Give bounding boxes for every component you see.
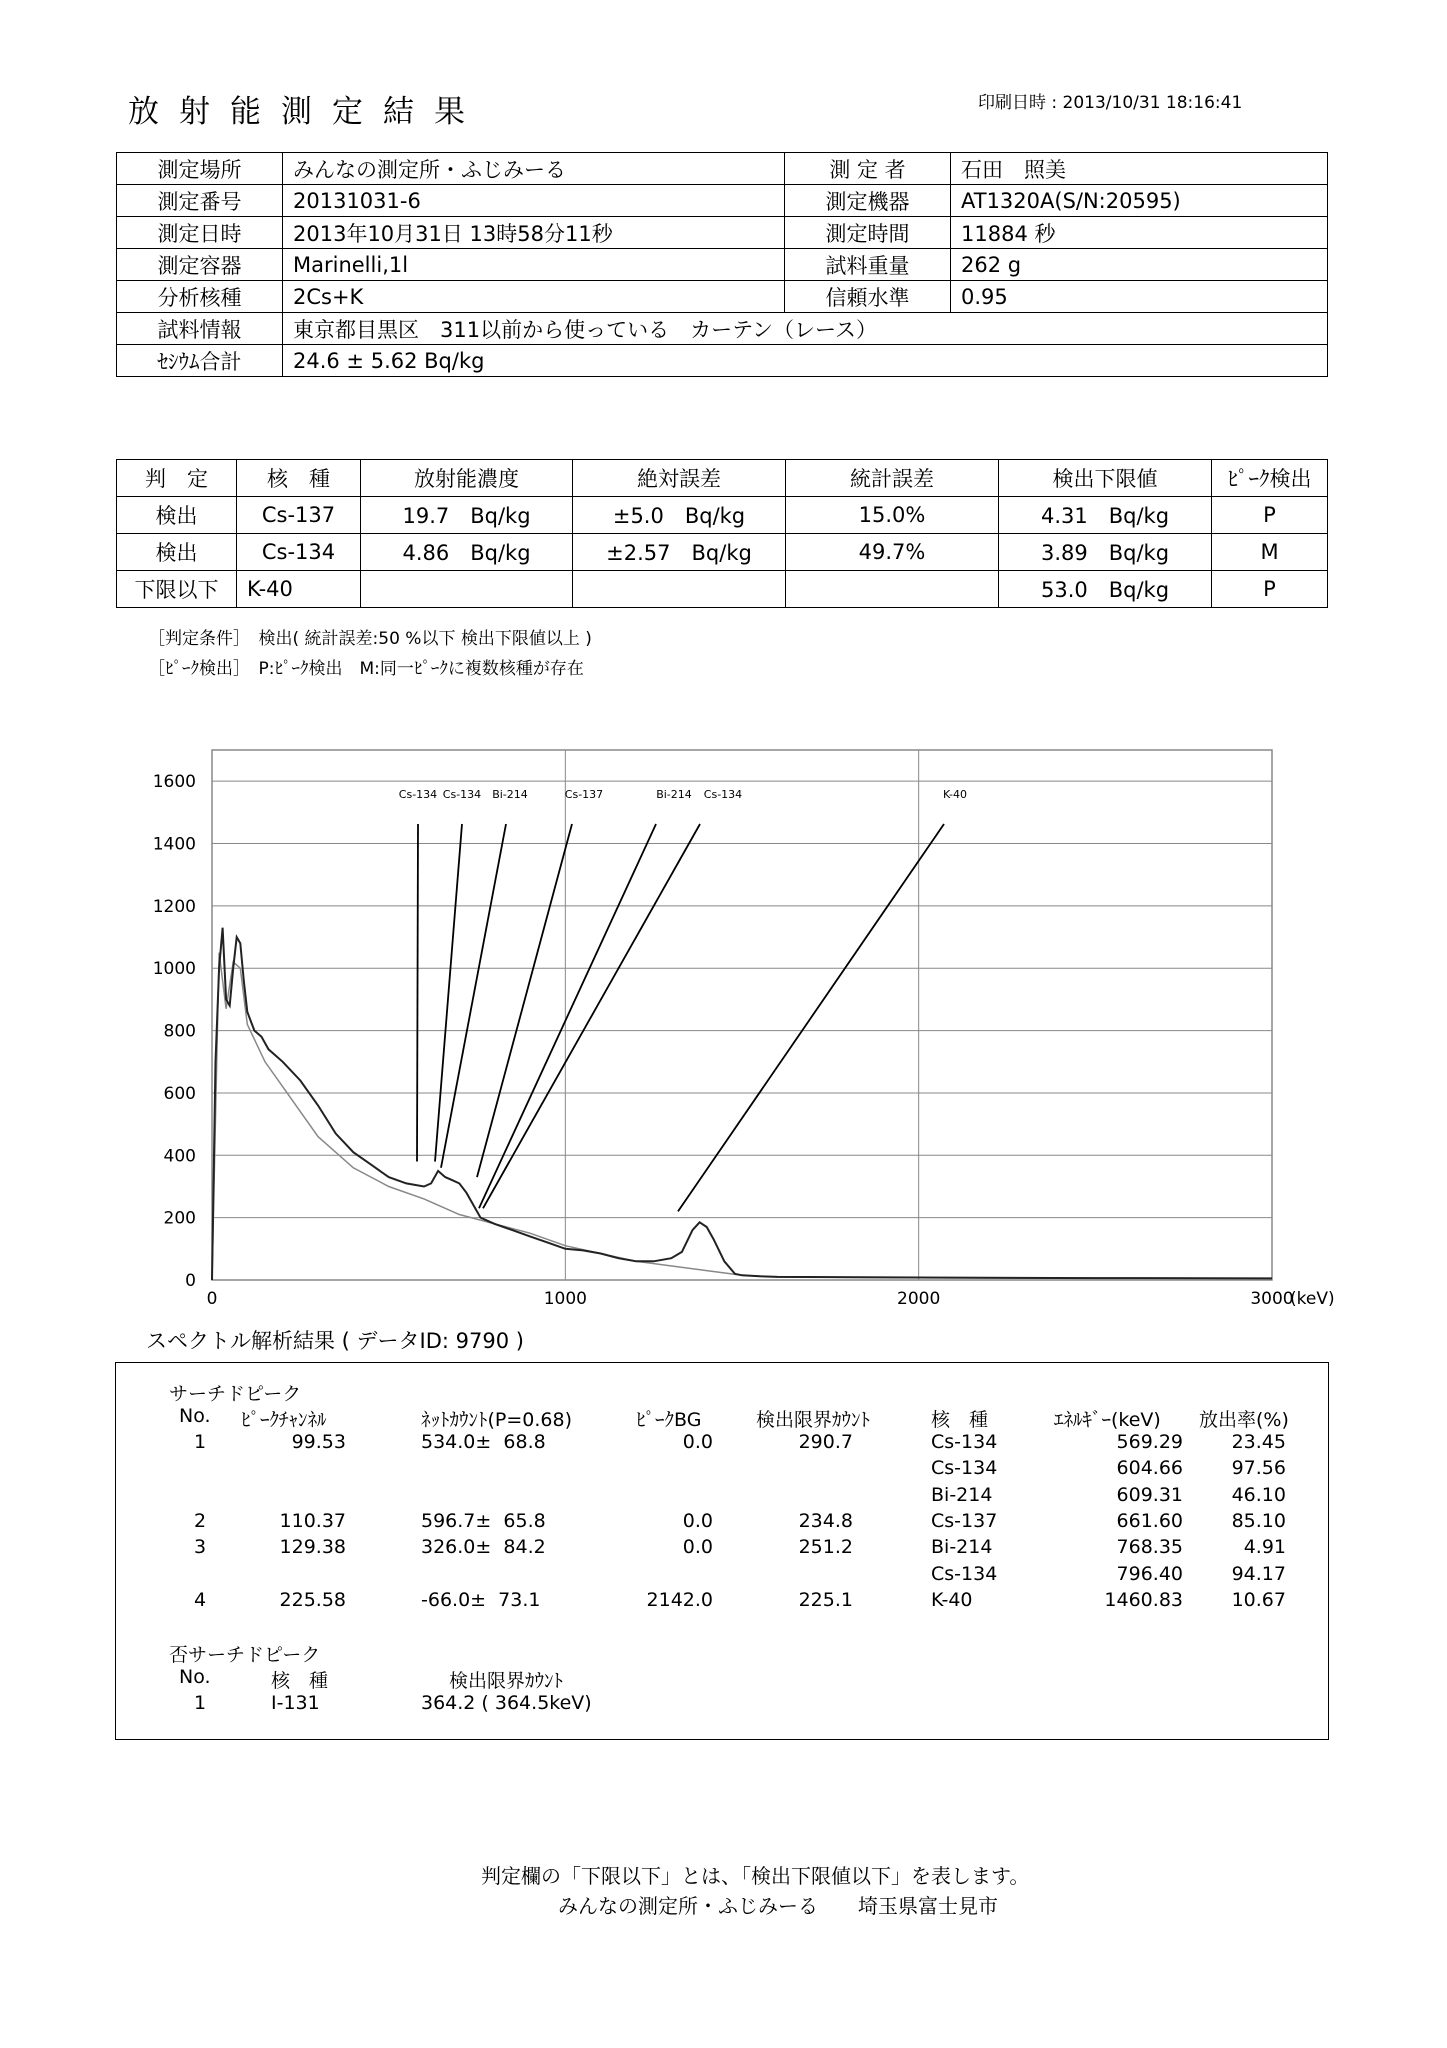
x-tick-label: 0 [206,1289,218,1309]
spectrum-cell-bg: 2142.0 [646,1588,713,1611]
peak-label: Cs-134 [398,788,438,801]
info-label: 測定時間 [785,217,951,249]
print-date: 印刷日時 : 2013/10/31 18:16:41 [978,93,1243,113]
series-line-background [212,953,1272,1280]
nonsearch-cell-no: 1 [194,1692,207,1714]
info-value: 20131031-6 [283,185,785,217]
results-row [117,534,1328,571]
info-label: 試料重量 [785,249,951,281]
y-tick-label: 400 [163,1146,196,1167]
spectrum-cell-net: -66.0± 73.1 [421,1588,541,1611]
spectrum-cell-rate: 94.17 [1231,1562,1286,1585]
peak-detection-note: ［ﾋﾟｰｸ検出］ P:ﾋﾟｰｸ検出 M:同一ﾋﾟｰｸに複数核種が存在 [148,659,584,679]
results-header-cell: 絶対誤差 [573,460,786,497]
peak-marker-line [483,824,700,1208]
info-label: 分析核種 [117,281,283,313]
spectrum-header-cell: No. [179,1405,211,1427]
info-label: 測定日時 [117,217,283,249]
info-table [116,152,1328,377]
results-row [117,571,1328,608]
results-header-cell: 判 定 [117,460,237,497]
spectrum-cell-net: 534.0± 68.8 [421,1431,546,1453]
results-cell-judge: 検出 [117,497,237,534]
info-value: 262 g [951,249,1328,281]
peak-marker-line [417,824,418,1162]
spectrum-cell-rate: 46.10 [1231,1483,1286,1506]
spectrum-cell-rate: 10.67 [1231,1588,1286,1611]
spectrum-title: スペクトル解析結果 ( データID: 9790 ) [146,1329,524,1353]
results-header-cell: 統計誤差 [786,460,999,497]
results-cell-lod: 53.0 Bq/kg [999,571,1212,608]
spectrum-cell-nuclide: Cs-134 [931,1431,998,1453]
info-label: 試料情報 [117,313,283,345]
results-cell-nuclide: K-40 [237,571,361,608]
results-cell-nuclide: Cs-137 [237,497,361,534]
results-cell-abs: ±2.57 Bq/kg [573,534,786,571]
peak-marker-line [435,824,462,1162]
nonsearch-cell-nuclide: I-131 [271,1692,320,1714]
spectrum-cell-net: 596.7± 65.8 [421,1509,546,1532]
nonsearch-header-cell: No. [179,1666,211,1688]
spectrum-cell-energy: 1460.83 [1104,1588,1183,1611]
spectrum-cell-limit: 225.1 [798,1588,853,1611]
spectrum-cell-channel: 110.37 [279,1509,346,1532]
peak-label: Cs-137 [564,788,604,801]
spectrum-cell-no: 1 [194,1431,207,1453]
info-value: 石田 照美 [951,153,1328,185]
spectrum-cell-rate: 4.91 [1243,1536,1286,1559]
spectrum-result-box [115,1362,1329,1740]
spectrum-header-cell: 放出率(%) [1199,1409,1289,1431]
spectrum-cell-bg: 0.0 [682,1509,713,1532]
x-tick-label: 2000 [897,1289,941,1309]
spectrum-cell-limit: 290.7 [798,1431,853,1453]
info-value: 11884 秒 [951,217,1328,249]
spectrum-cell-energy: 796.40 [1116,1562,1183,1585]
info-row [117,217,1328,249]
info-value: 2013年10月31日 13時58分11秒 [283,217,785,249]
info-value: Marinelli,1l [283,249,785,281]
spectrum-header-cell: 検出限界ｶｳﾝﾄ [756,1409,871,1431]
spectrum-cell-energy: 661.60 [1116,1509,1183,1532]
spectrum-cell-nuclide: Cs-137 [931,1509,998,1532]
spectrum-cell-channel: 225.58 [279,1588,346,1611]
results-cell-peak: P [1212,497,1328,534]
info-value: 東京都目黒区 311以前から使っている カーテン（レース） [283,313,1328,345]
page-title: 放射能測定結果 [128,94,485,130]
spectrum-header-cell: ﾈｯﾄｶｳﾝﾄ(P=0.68) [421,1409,573,1431]
spectrum-header-cell: ﾋﾟｰｸﾁｬﾝﾈﾙ [241,1409,327,1431]
spectrum-header-cell: 核 種 [931,1409,989,1431]
results-cell-peak: P [1212,571,1328,608]
results-header-cell: 検出下限値 [999,460,1212,497]
peak-label: K-40 [942,788,968,801]
spectrum-cell-rate: 23.45 [1231,1431,1286,1453]
info-row [117,249,1328,281]
results-cell-abs [573,571,786,608]
y-tick-label: 800 [163,1021,196,1042]
peak-label: Cs-134 [703,788,743,801]
info-label: 測定機器 [785,185,951,217]
spectrum-header-cell: ｴﾈﾙｷﾞｰ(keV) [1054,1409,1161,1431]
peak-label: Bi-214 [656,788,692,801]
spectrum-cell-no: 4 [194,1588,207,1611]
info-row [117,345,1328,377]
search-peak-title: サーチドピーク [169,1383,302,1405]
results-header-cell: ﾋﾟｰｸ検出 [1212,460,1328,497]
spectrum-cell-energy: 569.29 [1116,1431,1183,1453]
results-cell-lod: 3.89 Bq/kg [999,534,1212,571]
results-table [116,459,1328,608]
spectrum-cell-rate: 85.10 [1231,1509,1286,1532]
spectrum-cell-net: 326.0± 84.2 [421,1536,546,1559]
info-value: 0.95 [951,281,1328,313]
peak-marker-line [479,824,656,1208]
y-tick-label: 1000 [152,959,196,980]
x-tick-label: 1000 [543,1289,587,1309]
results-cell-conc: 19.7 Bq/kg [361,497,573,534]
spectrum-cell-nuclide: Cs-134 [931,1562,998,1585]
y-tick-label: 0 [185,1271,196,1291]
spectrum-cell-bg: 0.0 [682,1536,713,1559]
spectrum-cell-channel: 99.53 [291,1431,346,1453]
info-row [117,281,1328,313]
info-row [117,313,1328,345]
info-value: AT1320A(S/N:20595) [951,185,1328,217]
plot-area [212,750,1272,1280]
info-label: 測定容器 [117,249,283,281]
results-header-row [117,460,1328,497]
results-cell-judge: 下限以下 [117,571,237,608]
results-cell-abs: ±5.0 Bq/kg [573,497,786,534]
results-header-cell: 放射能濃度 [361,460,573,497]
peak-marker-line [477,824,572,1177]
info-value: みんなの測定所・ふじみーる [283,153,785,185]
peak-marker-line [441,824,506,1168]
x-axis-label: (keV) [1290,1289,1335,1309]
spectrum-cell-bg: 0.0 [682,1431,713,1453]
info-label: 信頼水準 [785,281,951,313]
spectrum-cell-energy: 768.35 [1116,1536,1183,1559]
results-cell-lod: 4.31 Bq/kg [999,497,1212,534]
results-cell-peak: M [1212,534,1328,571]
results-cell-stat: 49.7% [786,534,999,571]
spectrum-cell-nuclide: Cs-134 [931,1457,998,1480]
y-tick-label: 1400 [152,834,196,855]
info-label: ｾｼｳﾑ合計 [117,345,283,377]
results-cell-conc [361,571,573,608]
spectrum-cell-nuclide: Bi-214 [931,1483,993,1506]
info-value: 24.6 ± 5.62 Bq/kg [283,345,1328,377]
info-row [117,153,1328,185]
results-cell-nuclide: Cs-134 [237,534,361,571]
info-label: 測 定 者 [785,153,951,185]
results-row [117,497,1328,534]
peak-label: Cs-134 [442,788,482,801]
spectrum-cell-no: 2 [194,1509,207,1532]
spectrum-cell-nuclide: Bi-214 [931,1536,993,1559]
y-tick-label: 200 [163,1208,196,1229]
spectrum-cell-limit: 234.8 [798,1509,853,1532]
peak-marker-line [678,824,944,1211]
results-header-cell: 核 種 [237,460,361,497]
peak-label: Bi-214 [492,788,528,801]
x-tick-label: 3000 [1250,1289,1294,1309]
spectrum-cell-nuclide: K-40 [931,1588,973,1611]
results-cell-judge: 検出 [117,534,237,571]
y-tick-label: 600 [163,1083,196,1104]
spectrum-cell-limit: 251.2 [798,1536,853,1559]
results-cell-stat [786,571,999,608]
info-label: 測定番号 [117,185,283,217]
info-row [117,185,1328,217]
results-cell-conc: 4.86 Bq/kg [361,534,573,571]
info-label: 測定場所 [117,153,283,185]
spectrum-cell-channel: 129.38 [279,1536,346,1559]
spectrum-chart [0,740,1447,1320]
nonsearch-header-cell: 核 種 [271,1670,329,1692]
judgement-condition-note: ［判定条件］ 検出( 統計誤差:50 %以下 検出下限値以上 ) [148,629,592,649]
results-cell-stat: 15.0% [786,497,999,534]
y-tick-label: 1200 [152,896,196,917]
nonsearch-cell-limit: 364.2 ( 364.5keV) [421,1692,592,1714]
spectrum-cell-energy: 604.66 [1116,1457,1183,1480]
footer-org: みんなの測定所・ふじみーる 埼玉県富士見市 [558,1894,998,1918]
nonsearch-header-cell: 検出限界ｶｳﾝﾄ [449,1670,564,1692]
spectrum-header-cell: ﾋﾟｰｸBG [636,1409,702,1431]
y-tick-label: 1600 [152,772,196,793]
footer-note: 判定欄の「下限以下」とは、「検出下限値以下」を表します。 [481,1864,1030,1888]
series-line-sample [212,928,1272,1280]
spectrum-cell-energy: 609.31 [1116,1483,1183,1506]
spectrum-cell-rate: 97.56 [1231,1457,1286,1480]
info-value: 2Cs+K [283,281,785,313]
nonsearch-peak-title: 否サーチドピーク [169,1644,321,1666]
spectrum-cell-no: 3 [194,1536,207,1559]
